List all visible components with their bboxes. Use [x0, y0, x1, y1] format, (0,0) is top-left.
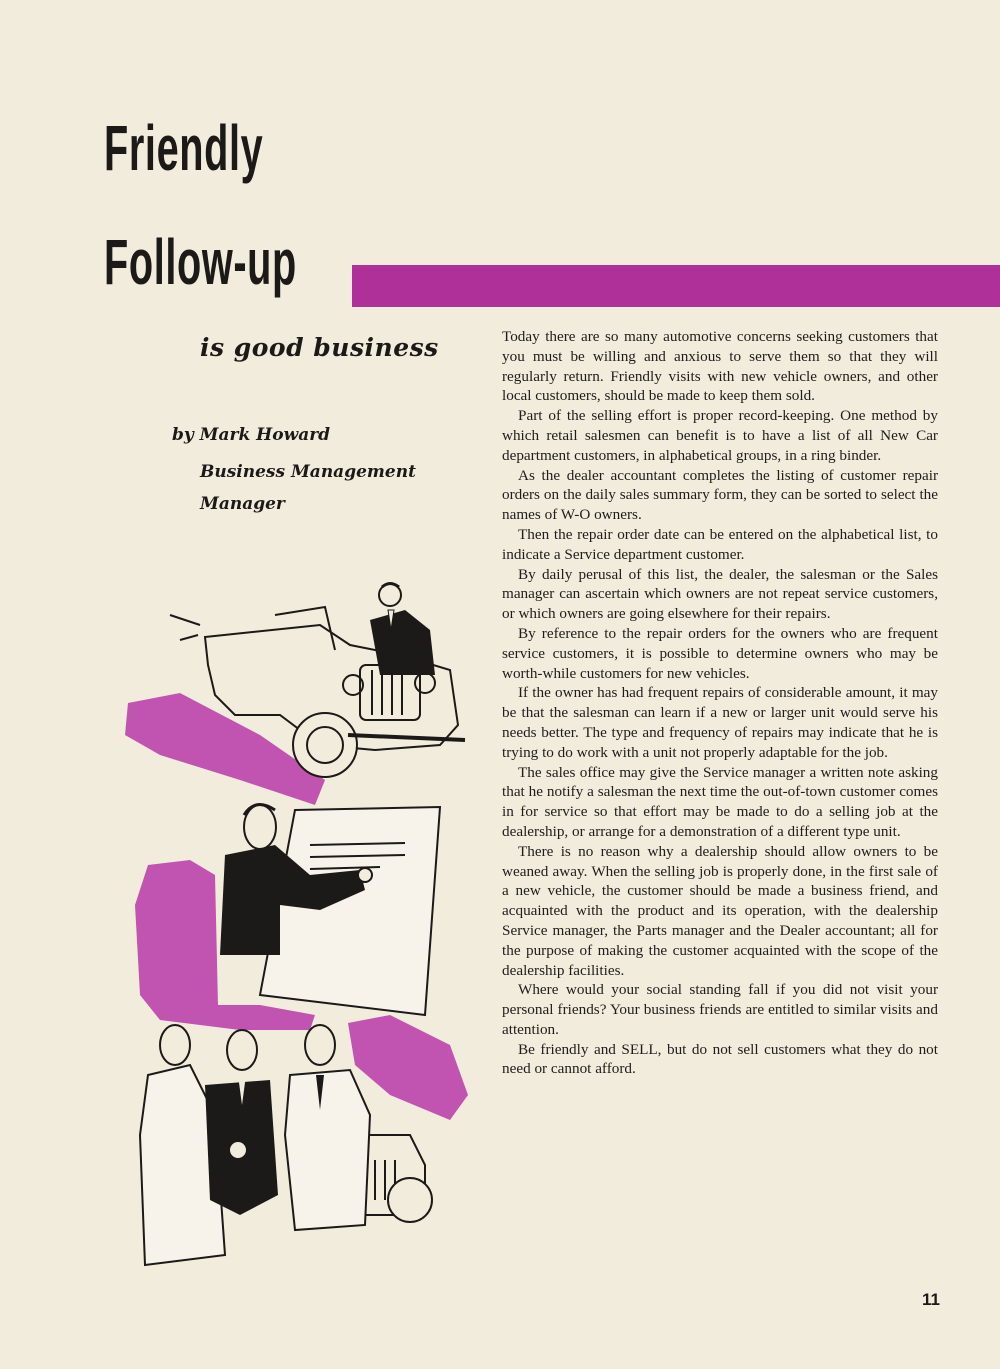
article-illustration	[120, 575, 480, 1275]
article-title-line-2: Follow-up	[104, 226, 297, 298]
magenta-accent-bar	[352, 265, 1000, 307]
body-paragraph-9: There is no reason why a dealership should allow owners to be weaned away. When the selling job is properly done, in the first sale of a new vehicle, the customer should be made a business friend, and acquainted with the product and its operation, with the dealership Service manager, the Parts manager and the Dealer accountant; all for the purpose of making the customer acquainted with the scope of the dealership facilities.	[502, 842, 938, 979]
body-paragraph-5: By daily perusal of this list, the dealer, the salesman or the Sales manager can ascertain which owners are not repeat service customers, or which owners are going elsewhere for their repairs.	[502, 565, 938, 623]
body-paragraph-10: Where would your social standing fall if you did not visit your personal friends? Your business friends are entitled to similar visits and attention.	[502, 981, 938, 1038]
byline-role-line-2: Manager	[200, 494, 285, 514]
body-paragraph-1: Today there are so many automotive concerns seeking customers that you must be willing and anxious to serve them so that they will regularly return. Friendly visits with new vehicle owners, and other local customers, should be made to keep them sold.	[502, 328, 938, 405]
body-paragraph-3: As the dealer accountant completes the listing of customer repair orders on the daily sales summary form, they can be sorted to select the names of W-O owners.	[502, 466, 938, 524]
salesman-at-jeep	[370, 584, 435, 676]
page-number: 11	[922, 1290, 940, 1309]
body-paragraph-2: Part of the selling effort is proper record-keeping. One method by which retail salesmen can benefit is to have a list of all New Car department customers, in alphabetical groups, in a ring binder.	[502, 407, 938, 464]
byline-role-line-1: Business Management	[200, 462, 416, 482]
byline-author: by Mark Howard	[172, 425, 331, 445]
article-title-line-1: Friendly	[104, 112, 264, 184]
body-paragraph-4: Then the repair order date can be entered on the alphabetical list, to indicate a Service department customer.	[502, 525, 938, 563]
body-paragraph-6: By reference to the repair orders for the owners who are frequent service customers, it is possible to determine owners who may be worth-while customers for new vehicles.	[502, 624, 938, 682]
man-with-chart-illustration	[220, 805, 440, 1015]
body-paragraph-11: Be friendly and SELL, but do not sell customers what they do not need or cannot afford.	[502, 1040, 938, 1078]
body-paragraph-8: The sales office may give the Service manager a written note asking that he notify a salesman the next time the out-of-town customer comes in for service so that effort may be made to do a selling job at the dealership, or arrange for a demonstration of a different type unit.	[502, 763, 938, 840]
article-subtitle: is good business	[200, 333, 439, 362]
body-paragraph-7: If the owner has had frequent repairs of considerable amount, it may be that the salesman can learn if a new or larger unit would serve his needs better. The type and frequency of repairs may indicate that he is trying to do work with a unit not properly adaptable for the job.	[502, 684, 938, 761]
article-body	[502, 327, 938, 1079]
